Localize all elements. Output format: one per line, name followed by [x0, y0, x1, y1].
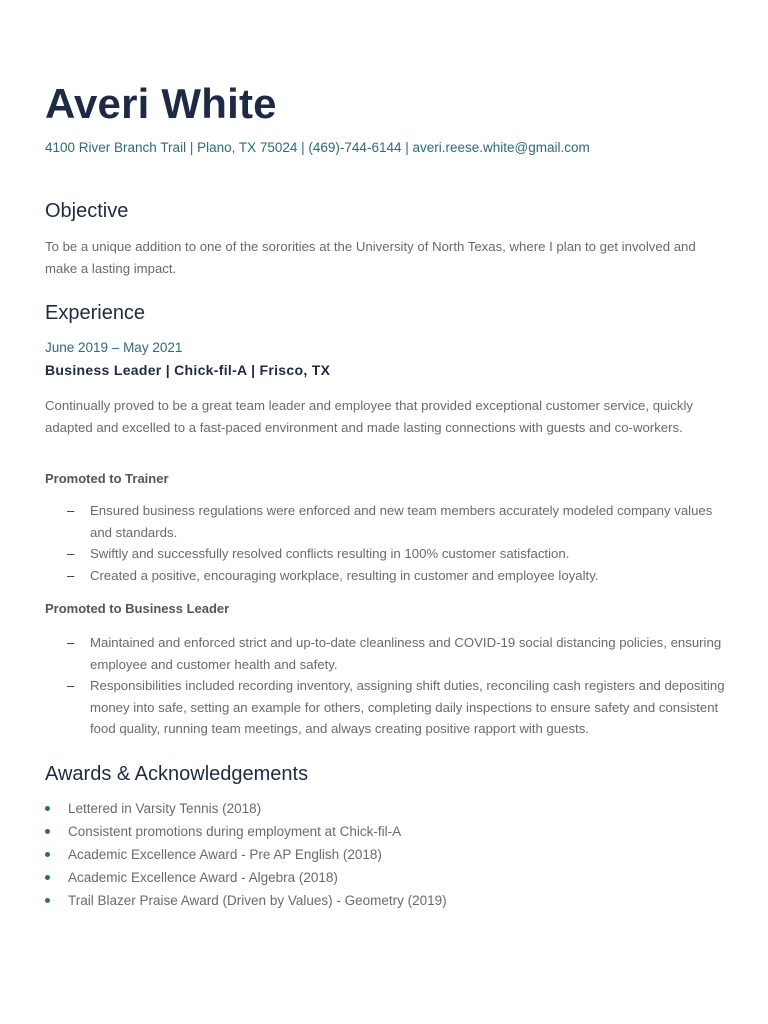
- bullet-icon: [45, 898, 50, 903]
- bullet-icon: [45, 852, 50, 857]
- experience-heading: Experience: [45, 302, 146, 324]
- job-title: Business Leader | Chick-fil-A | Frisco, TX: [45, 362, 331, 378]
- awards-heading: Awards & Acknowledgements: [45, 763, 309, 785]
- bullet-icon: [45, 806, 50, 811]
- dash-bullet: –: [67, 635, 75, 650]
- list-item-text: Ensured business regulations were enforced and new team members accurately modeled company values and standards.: [90, 503, 713, 540]
- list-item-text: Swiftly and successfully resolved conflicts resulting in 100% customer satisfaction.: [90, 546, 570, 561]
- list-item-text: Lettered in Varsity Tennis (2018): [68, 801, 262, 816]
- contact-line: 4100 River Branch Trail | Plano, TX 75024 | (469)-744-6144 | averi.reese.white@gmail.com: [45, 140, 590, 155]
- trainer-subheading: Promoted to Trainer: [45, 471, 169, 486]
- dash-bullet: –: [67, 567, 75, 583]
- list-item: [45, 632, 735, 675]
- objective-heading: Objective: [45, 200, 129, 222]
- list-item: [45, 797, 447, 820]
- list-item-text: Maintained and enforced strict and up-to-date cleanliness and COVID-19 social distancing policies, ensuring employee and customer health and safety.: [90, 635, 722, 672]
- list-item: [45, 843, 447, 866]
- list-item: [45, 889, 447, 912]
- list-item: [45, 866, 447, 889]
- list-item-text: Responsibilities included recording inventory, assigning shift duties, reconciling cash registers and depositing money into safe, setting an example for others, completing daily inspections to ensure safety and consistent food quality, running team meetings, and always creating positive rapport with guests.: [90, 678, 725, 736]
- leader-list: [45, 632, 735, 740]
- candidate-name: Averi White: [45, 80, 277, 127]
- list-item-text: Trail Blazer Praise Award (Driven by Values) - Geometry (2019): [68, 893, 447, 908]
- list-item: [45, 565, 735, 587]
- bullet-icon: [45, 875, 50, 880]
- list-item-text: Academic Excellence Award - Algebra (2018): [68, 870, 338, 885]
- list-item-text: Academic Excellence Award - Pre AP English (2018): [68, 847, 382, 862]
- list-item: [45, 820, 447, 843]
- dash-bullet: –: [67, 503, 75, 518]
- list-item-text: Created a positive, encouraging workplace, resulting in customer and employee loyalty.: [90, 567, 599, 583]
- list-item: [45, 543, 735, 565]
- leader-subheading: Promoted to Business Leader: [45, 601, 230, 616]
- awards-list: [45, 797, 447, 912]
- dash-bullet: –: [67, 678, 75, 693]
- trainer-list: [45, 500, 735, 586]
- dash-bullet: –: [67, 546, 75, 561]
- bullet-icon: [45, 829, 50, 834]
- job-summary: Continually proved to be a great team leader and employee that provided exceptional customer service, quickly adapted and excelled to a fast-paced environment and made lasting connections with guests and co-workers.: [45, 398, 694, 435]
- job-date-range: June 2019 – May 2021: [45, 340, 183, 355]
- list-item: [45, 675, 735, 740]
- list-item: [45, 500, 735, 543]
- objective-text: To be a unique addition to one of the sororities at the University of North Texas, where I plan to get involved and make a lasting impact.: [45, 239, 696, 276]
- list-item-text: Consistent promotions during employment at Chick-fil-A: [68, 824, 402, 839]
